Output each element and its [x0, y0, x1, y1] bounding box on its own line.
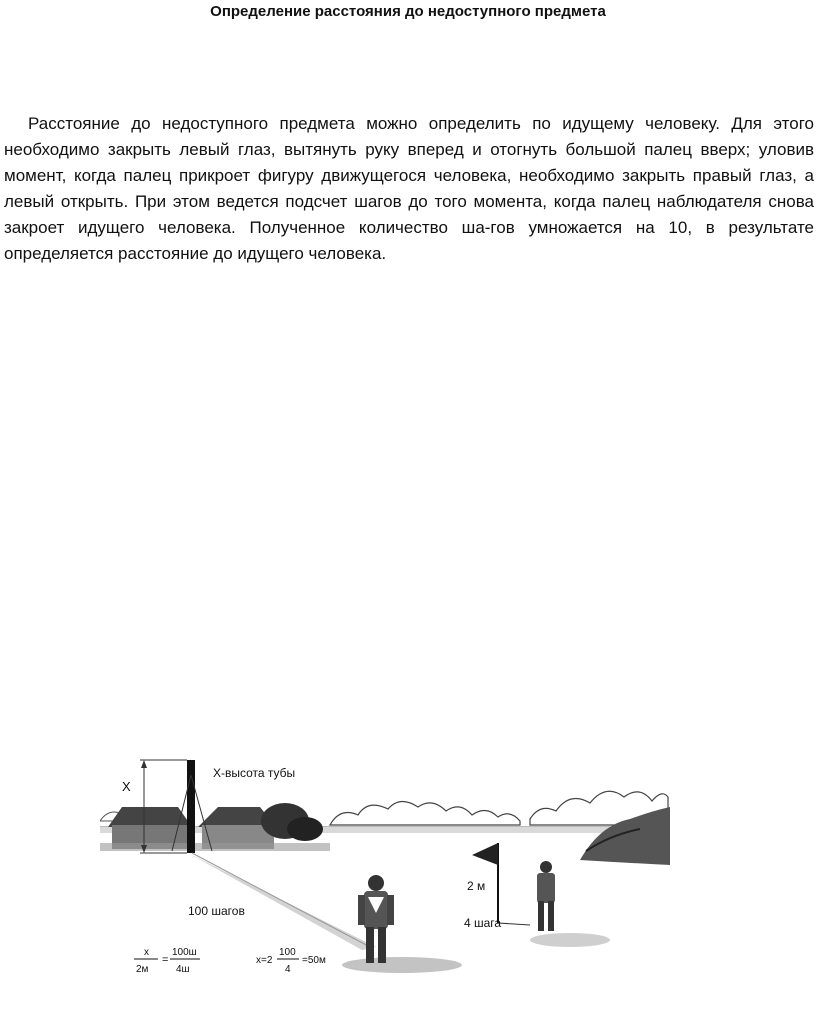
cloud-bank — [330, 801, 520, 825]
height-marker-label: Х — [122, 779, 131, 794]
ratio-formula — [134, 947, 200, 975]
illustration-figure — [100, 755, 670, 980]
houses-shadow — [100, 843, 330, 851]
steps-4-label: 4 шага — [464, 916, 502, 930]
formula-numerator: 100 — [279, 947, 296, 958]
tower — [187, 760, 195, 853]
ratio-4sh: 4ш — [176, 964, 190, 975]
steps-100-label: 100 шагов — [188, 904, 245, 918]
body-paragraph: Расстояние до недоступного предмета можно определить по идущему человеку. Для этого необходимо закрыть левый глаз, вытянуть руку вперед и отогнуть большой палец вверх; уловив момент, когда палец прикроет фигуру движущегося человека, необходимо закрыть правый глаз, а левый открыть. При этом ведется подсчет шагов до того момента, когда палец наблюдателя снова закроет идущего человека. Полученное количество ша-гов умножается на 10, в результате определяется расстояние до идущего человека. — [4, 114, 814, 263]
tower-label: Х-высота тубы — [213, 766, 296, 780]
result-formula — [256, 947, 326, 975]
height-2m-label: 2 м — [467, 879, 486, 893]
walking-person — [530, 861, 610, 947]
ratio-x: х — [144, 947, 149, 958]
observer-figure — [342, 875, 462, 973]
height-arrow-top — [141, 760, 147, 768]
document-title: Определение расстояния до недоступного предмета — [210, 3, 606, 20]
formula-denominator: 4 — [285, 964, 291, 975]
formula-result: =50м — [302, 955, 326, 966]
ratio-100sh: 100ш — [172, 947, 197, 958]
ratio-2m: 2м — [136, 964, 149, 975]
flag-baseline — [498, 923, 530, 925]
tree-cluster-2 — [287, 817, 323, 841]
distance-illustration — [100, 755, 670, 980]
ratio-equals: = — [162, 954, 169, 966]
flag — [472, 843, 498, 865]
sight-line — [192, 853, 370, 947]
house-roof-left — [108, 807, 192, 827]
formula-prefix: х=2 — [256, 955, 273, 966]
